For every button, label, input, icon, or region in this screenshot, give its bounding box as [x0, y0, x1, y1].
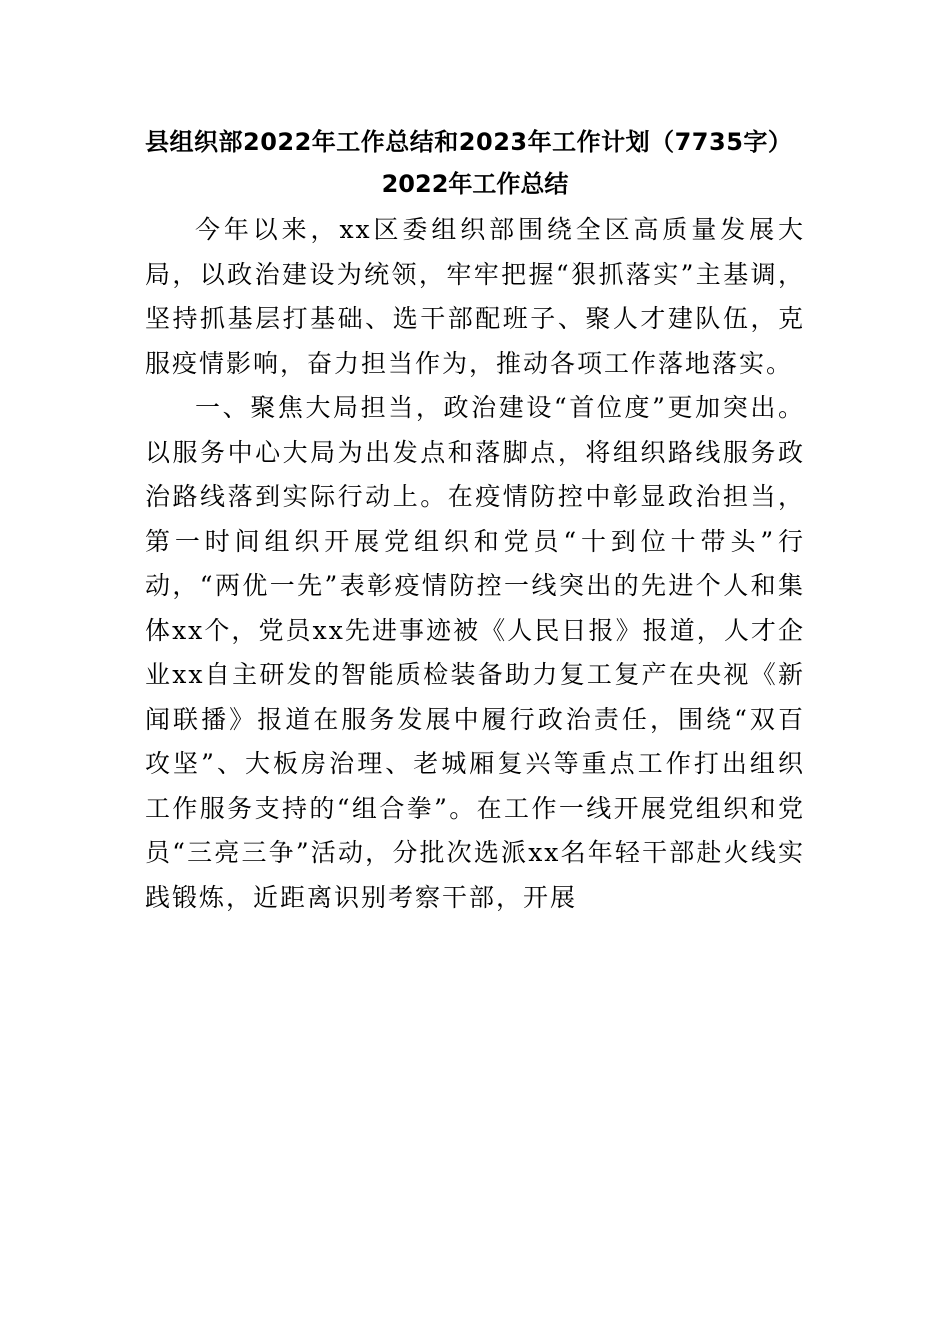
document-body [145, 208, 805, 920]
paragraph-intro: 今年以来，xx区委组织部围绕全区高质量发展大局，以政治建设为统领，牢牢把握“狠抓落实”主基调，坚持抓基层打基础、选干部配班子、聚人才建队伍，克服疫情影响，奋力担当作为，推动各项工作落地落实。 [145, 215, 805, 378]
document-title: 县组织部2022年工作总结和2023年工作计划（7735字） [145, 128, 793, 156]
paragraph-section-one: 一、聚焦大局担当，政治建设“首位度”更加突出。以服务中心大局为出发点和落脚点，将组织路线服务政治路线落到实际行动上。在疫情防控中彰显政治担当，第一时间组织开展党组织和党员“十到位十带头”行动，“两优一先”表彰疫情防控一线突出的先进个人和集体xx个，党员xx先进事迹被《人民日报》报道，人才企业xx自主研发的智能质检装备助力复工复产在央视《新闻联播》报道在服务发展中履行政治责任，围绕“双百攻坚”、大板房治理、老城厢复兴等重点工作打出组织工作服务支持的“组合拳”。在工作一线开展党组织和党员“三亮三争”活动，分批次选派xx名年轻干部赴火线实践锻炼，近距离识别考察干部，开展 [145, 393, 805, 912]
document-subtitle: 2022年工作总结 [381, 170, 569, 198]
